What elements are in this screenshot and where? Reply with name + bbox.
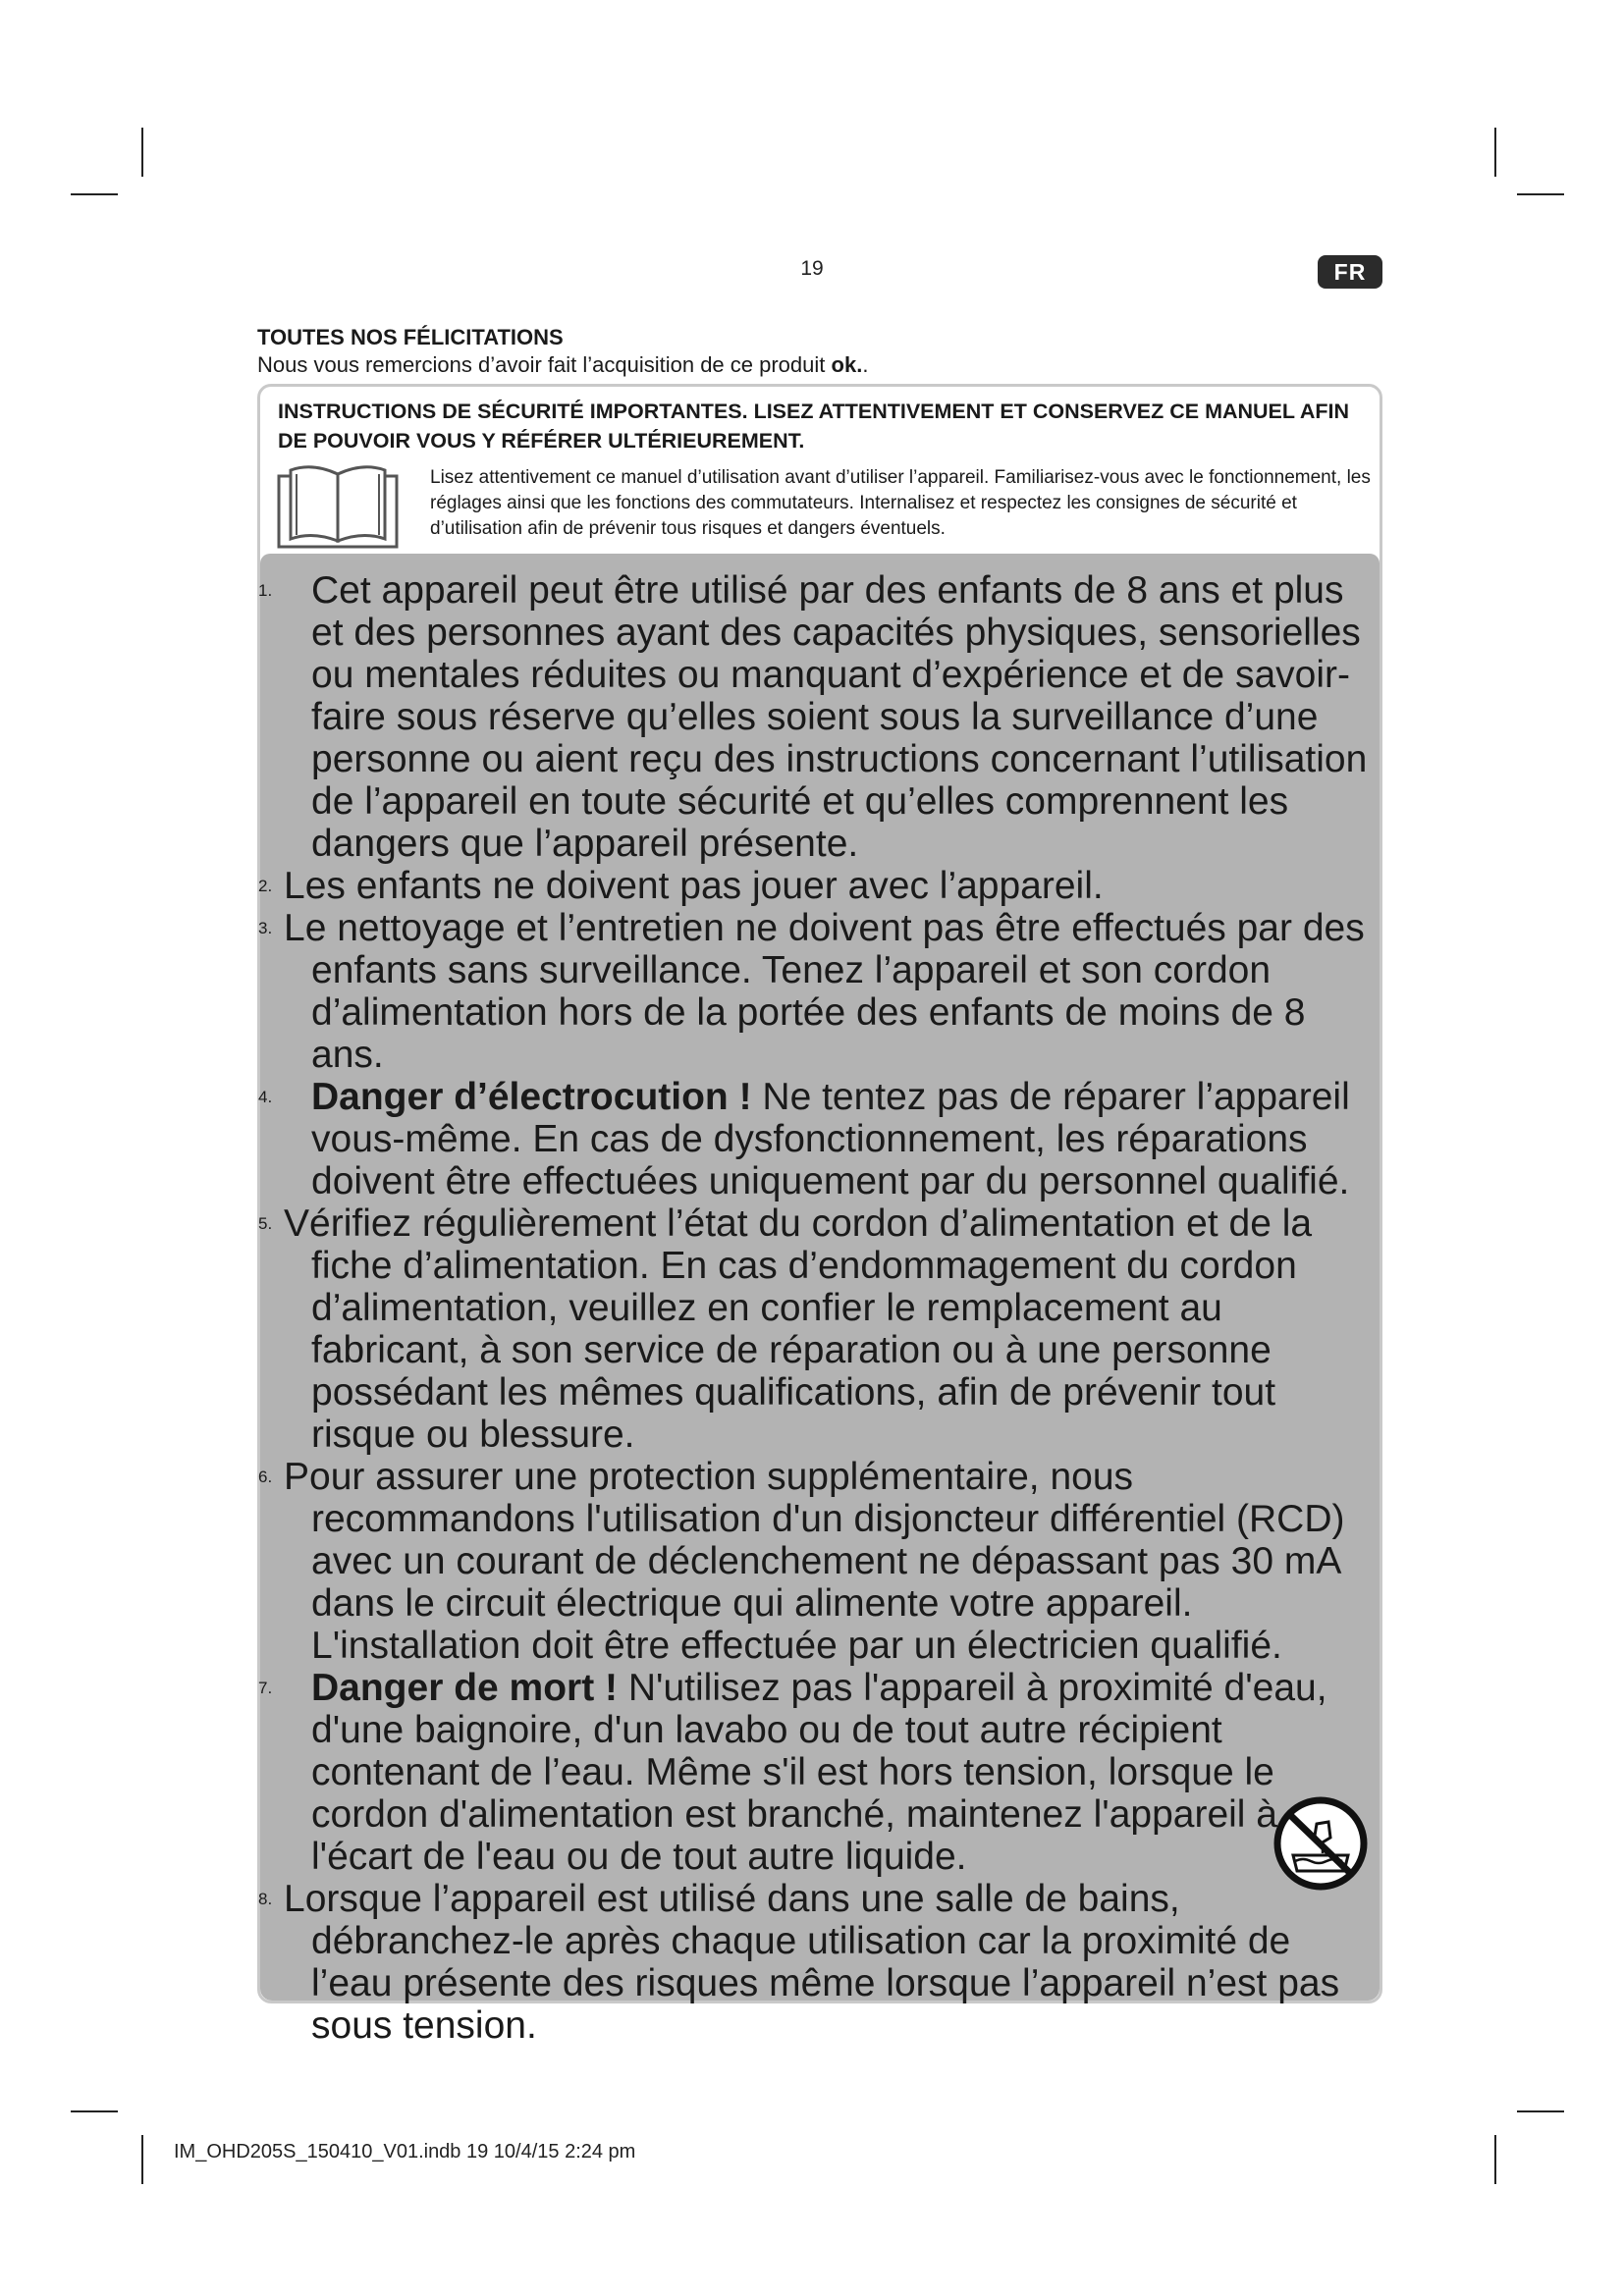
safety-item-warning: Danger de mort !: [311, 1667, 619, 1709]
safety-item-number: 5.: [258, 1214, 273, 1233]
crop-mark: [1517, 2110, 1564, 2112]
safety-item: [260, 1667, 1380, 1878]
safety-item-body: Le nettoyage et l’entretien ne doivent pas être effectués par des enfants sans surveillance. Tenez l’appareil et son cordon d’alimentation hors de la portée des enfants de moins de 8 ans.: [284, 907, 1365, 1076]
safety-items-panel: [258, 554, 1380, 2047]
safety-instructions-box: [257, 384, 1382, 2047]
safety-item-number: 8.: [258, 1890, 273, 1908]
intro-text-tail: .: [862, 352, 869, 377]
safety-item-body: Vérifiez régulièrement l’état du cordon d’alimentation et de la fiche d’alimentation. En cas d’endommagement du cordon d’alimentation, veuillez en confier le remplacement au fabricant, à son service de réparation ou à une personne possédant les mêmes qualifications, afin de prévenir tout risque ou blessure.: [284, 1202, 1313, 1456]
safety-item: [260, 907, 1380, 1076]
safety-item-number: 7.: [258, 1679, 273, 1697]
safety-item-number: 2.: [258, 877, 273, 895]
intro-section: [257, 324, 1386, 379]
safety-item-body: Lorsque l’appareil est utilisé dans une salle de bains, débranchez-le après chaque utilisation car la proximité de l’eau présente des risques même lorsque l’appareil n’est pas sous tension.: [284, 1878, 1340, 2047]
safety-item-number: 1.: [258, 581, 273, 600]
safety-item-warning: Danger d’électrocution !: [311, 1076, 752, 1118]
crop-mark: [71, 193, 118, 195]
safety-item-number: 6.: [258, 1468, 273, 1486]
safety-item-text: [284, 1202, 1374, 1456]
crop-mark: [1494, 128, 1496, 177]
safety-item: [260, 1878, 1380, 2047]
safety-item-body: Ne tentez pas de réparer l’appareil vous-même. En cas de dysfonctionnement, les réparations doivent être effectuées uniquement par du personnel qualifié.: [311, 1076, 1350, 1202]
safety-item-text: [311, 1667, 1374, 1878]
safety-heading: INSTRUCTIONS DE SÉCURITÉ IMPORTANTES. LISEZ ATTENTIVEMENT ET CONSERVEZ CE MANUEL AFIN DE POUVOIR VOUS Y RÉFÉRER ULTÉRIEUREMENT.: [278, 400, 1349, 453]
print-footer: IM_OHD205S_150410_V01.indb 19 10/4/15 2:24 pm: [174, 2141, 636, 2163]
safety-item-text: [311, 569, 1374, 865]
open-book-icon: [277, 462, 399, 549]
safety-item-number: 4.: [258, 1088, 273, 1106]
safety-item-body: Cet appareil peut être utilisé par des enfants de 8 ans et plus et des personnes ayant des capacités physiques, sensorielles ou mentales réduites ou manquant d’expérience et de savoir-faire sous réserve qu’elles soient sous la surveillance d’une personne ou aient reçu des instructions concernant l’utilisation de l’appareil en toute sécurité et qu’elles comprennent les dangers que l’appareil présente.: [311, 569, 1368, 865]
safety-item-text: [284, 1878, 1374, 2047]
safety-item-text: [284, 865, 1374, 907]
intro-text: [257, 351, 1386, 379]
no-water-near-bath-icon: [1272, 1794, 1370, 1893]
safety-item-body: Les enfants ne doivent pas jouer avec l’appareil.: [284, 865, 1104, 907]
safety-items-list: [260, 569, 1380, 2047]
safety-item-body: Pour assurer une protection supplémentaire, nous recommandons l'utilisation d'un disjoncteur différentiel (RCD) avec un courant de déclenchement ne dépassant pas 30 mA dans le circuit électrique qui alimente votre appareil. L'installation doit être effectuée par un électricien qualifié.: [284, 1456, 1345, 1667]
crop-mark: [1517, 193, 1564, 195]
safety-intro-text: Lisez attentivement ce manuel d’utilisation avant d’utiliser l’appareil. Familiarisez-vous avec le fonctionnement, les réglages ainsi que les fonctions des commutateurs. Internalisez et respectez les consignes de sécurité et d’utilisation afin de prévenir tous risques et dangers éventuels.: [430, 467, 1371, 539]
safety-item-text: [284, 1456, 1374, 1667]
safety-item-text: [284, 907, 1374, 1076]
safety-item: [260, 1202, 1380, 1456]
crop-mark: [71, 2110, 118, 2112]
language-badge: FR: [1318, 255, 1382, 289]
crop-mark: [141, 128, 143, 177]
page-number: 19: [800, 257, 824, 280]
safety-item-number: 3.: [258, 919, 273, 937]
crop-mark: [141, 2135, 143, 2184]
intro-text-lead: Nous vous remercions d’avoir fait l’acquisition de ce produit: [257, 352, 832, 377]
safety-item: [260, 1456, 1380, 1667]
safety-item: [260, 1076, 1380, 1202]
safety-item-text: [311, 1076, 1374, 1202]
brand-name: ok.: [831, 352, 863, 377]
intro-title: TOUTES NOS FÉLICITATIONS: [257, 325, 564, 349]
safety-item-body: N'utilisez pas l'appareil à proximité d'eau, d'une baignoire, d'un lavabo ou de tout autre récipient contenant de l’eau. Même s'il est hors tension, lorsque le cordon d'alimentation est branché, maintenez l'appareil à l'écart de l'eau ou de tout autre liquide.: [311, 1667, 1327, 1878]
safety-item: [260, 865, 1380, 907]
crop-mark: [1494, 2135, 1496, 2184]
safety-item: [260, 569, 1380, 865]
